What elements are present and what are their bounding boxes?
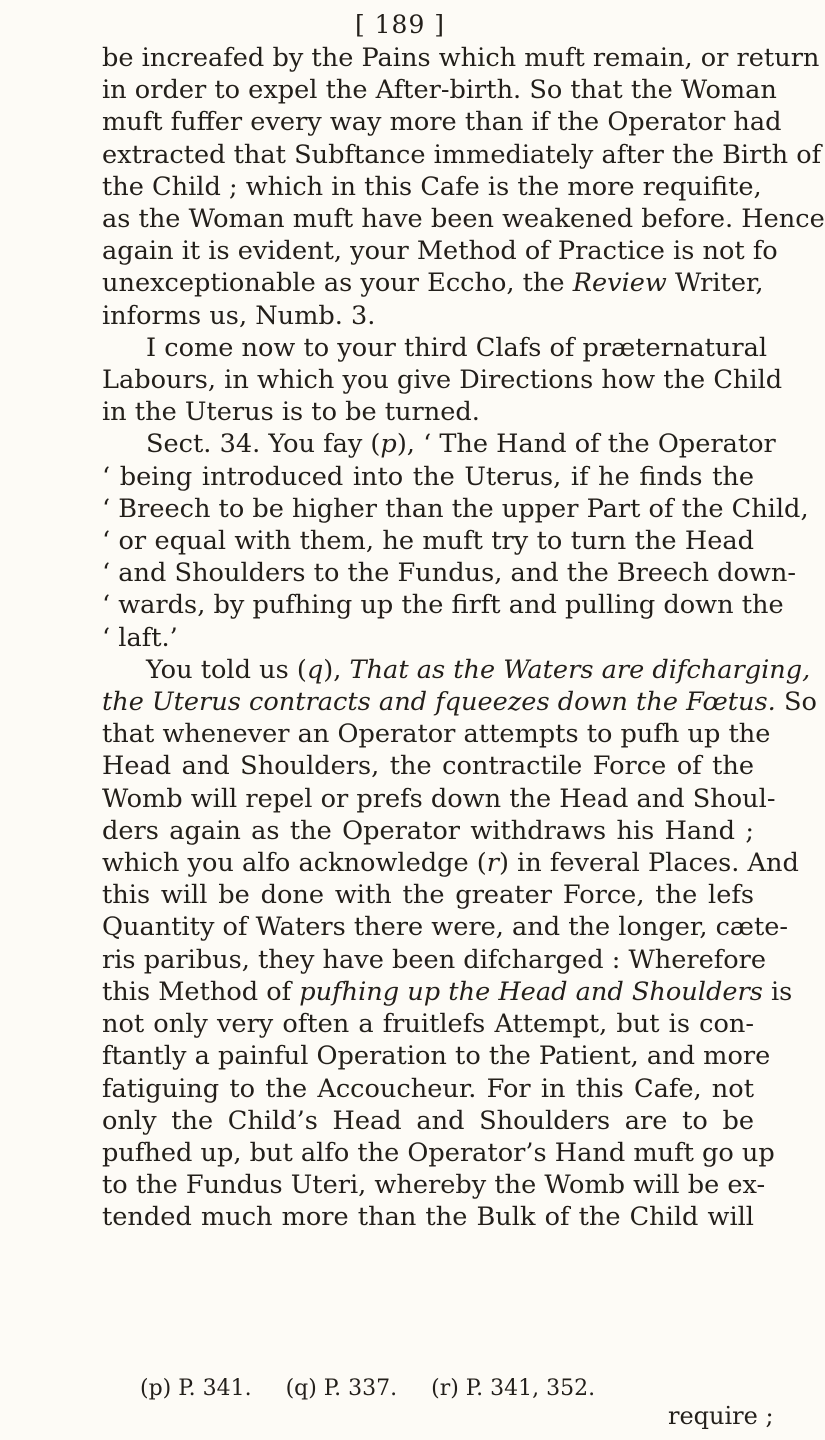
text-line: extracted that Subftance immediately after the Birth of (102, 139, 822, 170)
text-line: that whenever an Operator attempts to pufh up the (102, 719, 771, 750)
text-line: in order to expel the After-birth. So that the Woman (102, 75, 777, 106)
text-line: ‘ and Shoulders to the Fundus, and the Breech down- (102, 558, 796, 589)
text-line: ‘ laft.’ (102, 622, 178, 653)
text-line: Sect. 34. You fay (p), ‘ The Hand of the Operator (146, 429, 776, 460)
text-line: unexceptionable as your Eccho, the Review Writer, (102, 268, 764, 299)
text-line: which you alfo acknowledge (r) in feveral Places. And (102, 848, 799, 879)
text-line: informs us, Numb. 3. (102, 300, 376, 331)
text-line: ‘ wards, by pufhing up the firft and pulling down the (102, 590, 784, 621)
text-line: muft fuffer every way more than if the Operator had (102, 107, 782, 138)
text-line: Womb will repel or prefs down the Head and Shoul- (102, 783, 776, 814)
text-line: to the Fundus Uteri, whereby the Womb will be ex- (102, 1170, 766, 1201)
text-line: in the Uterus is to be turned. (102, 397, 480, 428)
text-line: the Child ; which in this Cafe is the more requifite, (102, 171, 762, 202)
text-line: be increafed by the Pains which muft remain, or return (102, 43, 820, 73)
footnote: (r) P. 341, 352. (431, 1376, 596, 1401)
catchword: require ; (668, 1402, 774, 1430)
text-line: ftantly a painful Operation to the Patient, and more (102, 1041, 771, 1072)
footnote: (q) P. 337. (285, 1376, 398, 1401)
text-line: Head and Shoulders, the contractile Force of the (102, 751, 754, 782)
text-line: ‘ Breech to be higher than the upper Part of the Child, (102, 493, 809, 524)
text-line: again it is evident, your Method of Practice is not fo (102, 236, 778, 267)
footnote: (p) P. 341. (140, 1376, 252, 1401)
text-line: as the Woman muft have been weakened before. Hence (102, 204, 825, 235)
text-line: You told us (q), That as the Waters are difcharging, (146, 654, 811, 685)
text-line: ‘ being introduced into the Uterus, if he finds the (102, 461, 754, 492)
text-line: Labours, in which you give Directions how the Child (102, 365, 783, 396)
text-line: only the Child’s Head and Shoulders are to be (102, 1105, 754, 1136)
footnotes (140, 1376, 760, 1401)
text-line: I come now to your third Clafs of præternatural (146, 332, 768, 363)
text-line: not only very often a fruitlefs Attempt, but is con- (102, 1009, 754, 1040)
text-line: the Uterus contracts and fqueezes down the Fœtus. So (102, 687, 817, 718)
page-number: [ 189 ] (354, 10, 446, 39)
text-line: ders again as the Operator withdraws his Hand ; (102, 815, 754, 846)
text-line: Quantity of Waters there were, and the longer, cæte- (102, 912, 789, 943)
text-line: tended much more than the Bulk of the Child will (102, 1202, 754, 1233)
text-line: fatiguing to the Accoucheur. For in this Cafe, not (102, 1073, 754, 1104)
text-line: pufhed up, but alfo the Operator’s Hand muft go up (102, 1137, 775, 1168)
text-line: ‘ or equal with them, he muft try to turn the Head (102, 526, 754, 557)
text-line: this will be done with the greater Force, the lefs (102, 880, 754, 911)
text-line: ris paribus, they have been difcharged : Wherefore (102, 944, 767, 975)
body-text (102, 42, 825, 1234)
text-line: this Method of pufhing up the Head and Shoulders is (102, 976, 793, 1007)
